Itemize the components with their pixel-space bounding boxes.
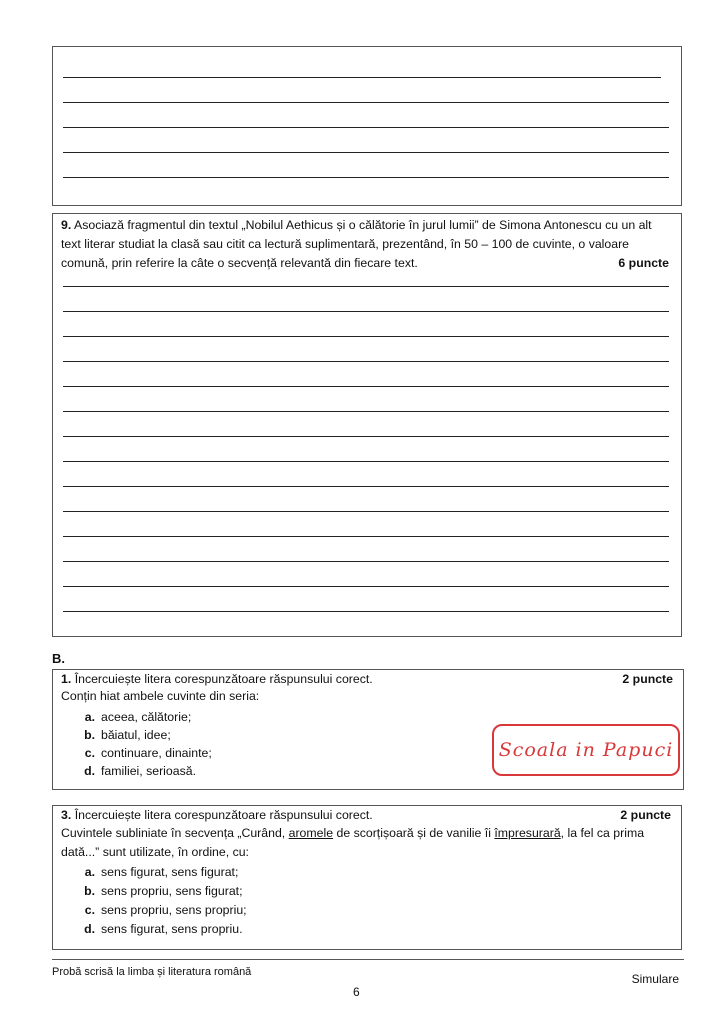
- question-9-text: [61, 216, 673, 273]
- prompt-part: Cuvintele subliniate în secvența „Curând,: [61, 826, 289, 840]
- option-text: sens figurat, sens propriu.: [101, 922, 243, 936]
- footer-label: Simulare: [631, 972, 679, 986]
- question-9-statement: Asociază fragmentul din textul „Nobilul Aethicus și o călătorie în jurul lumii” de Simona Antonescu cu un alt text literar studiat la clasă sau citit ca lectură suplimentară, prezentând, în 50 – 100 de cuvinte, o valoare comună, prin referire la câte o secvență relevantă din fiecare text.: [61, 218, 652, 270]
- question-3-points: 2 puncte: [620, 808, 671, 822]
- answer-line: [63, 561, 669, 562]
- underlined-word-2: împresurară: [494, 826, 561, 840]
- answer-line: [63, 361, 669, 362]
- question-1-instruction: Încercuiește litera corespunzătoare răspunsului corect.: [74, 672, 373, 686]
- question-3-instruction: Încercuiește litera corespunzătoare răspunsului corect.: [74, 808, 373, 822]
- option-letter: c.: [84, 903, 95, 917]
- answer-line: [63, 411, 669, 412]
- answer-line: [63, 461, 669, 462]
- option-text: sens propriu, sens figurat;: [101, 884, 243, 898]
- option-text: aceea, călătorie;: [101, 710, 192, 724]
- question-1-option-a[interactable]: [73, 710, 191, 724]
- question-9-points: 6 puncte: [618, 256, 669, 270]
- question-3-option-d[interactable]: [73, 922, 243, 936]
- question-9-box: [52, 213, 682, 637]
- question-3-option-b[interactable]: [73, 884, 243, 898]
- option-letter: c.: [84, 746, 95, 760]
- option-letter: a.: [84, 710, 95, 724]
- answer-line: [63, 311, 669, 312]
- answer-line: [63, 586, 669, 587]
- question-1-prompt: Conțin hiat ambele cuvinte din seria:: [61, 689, 260, 703]
- question-1-option-b[interactable]: [73, 728, 171, 742]
- footer-exam-title: Probă scrisă la limba și literatura română: [52, 966, 252, 978]
- option-text: sens figurat, sens figurat;: [101, 865, 239, 879]
- footer-page-number: 6: [353, 985, 360, 999]
- answer-line: [63, 336, 669, 337]
- answer-line: [63, 152, 669, 153]
- answer-line: [63, 127, 669, 128]
- prompt-part: , la fel ca prima dată...” sunt utilizate, în ordine, cu:: [61, 826, 645, 859]
- answer-line: [63, 611, 669, 612]
- option-text: familiei, serioasă.: [101, 764, 196, 778]
- answer-line: [63, 177, 669, 178]
- section-b-label: B.: [52, 651, 65, 666]
- answer-line: [63, 436, 669, 437]
- watermark-stamp: Scoala in Papuci: [492, 724, 680, 776]
- answer-line: [63, 511, 669, 512]
- option-letter: a.: [84, 865, 95, 879]
- answer-box-previous: [52, 46, 682, 206]
- option-letter: d.: [84, 922, 95, 936]
- answer-line: [63, 486, 669, 487]
- question-3-option-c[interactable]: [73, 903, 247, 917]
- question-3-option-a[interactable]: [73, 865, 238, 879]
- underlined-word-1: aromele: [288, 826, 334, 840]
- answer-line: [63, 386, 669, 387]
- option-text: băiatul, idee;: [101, 728, 171, 742]
- answer-line: [63, 286, 669, 287]
- question-1-option-d[interactable]: [73, 764, 196, 778]
- option-letter: d.: [84, 764, 95, 778]
- answer-line: [63, 536, 669, 537]
- question-1-option-c[interactable]: [73, 746, 212, 760]
- question-3-number: 3.: [61, 808, 72, 822]
- question-3-instruction-row: [61, 806, 373, 825]
- option-letter: b.: [84, 728, 95, 742]
- footer-divider: [52, 959, 684, 960]
- question-1-points: 2 puncte: [622, 672, 673, 686]
- question-3-box: [52, 805, 682, 950]
- option-text: continuare, dinainte;: [101, 746, 212, 760]
- prompt-part: de scorțișoară și de vanilie îi: [333, 826, 495, 840]
- question-3-prompt: [61, 824, 661, 862]
- question-1-number: 1.: [61, 672, 72, 686]
- option-letter: b.: [84, 884, 95, 898]
- answer-line: [63, 102, 669, 103]
- option-text: sens propriu, sens propriu;: [101, 903, 247, 917]
- question-9-number: 9.: [61, 218, 72, 232]
- answer-line: [63, 77, 661, 78]
